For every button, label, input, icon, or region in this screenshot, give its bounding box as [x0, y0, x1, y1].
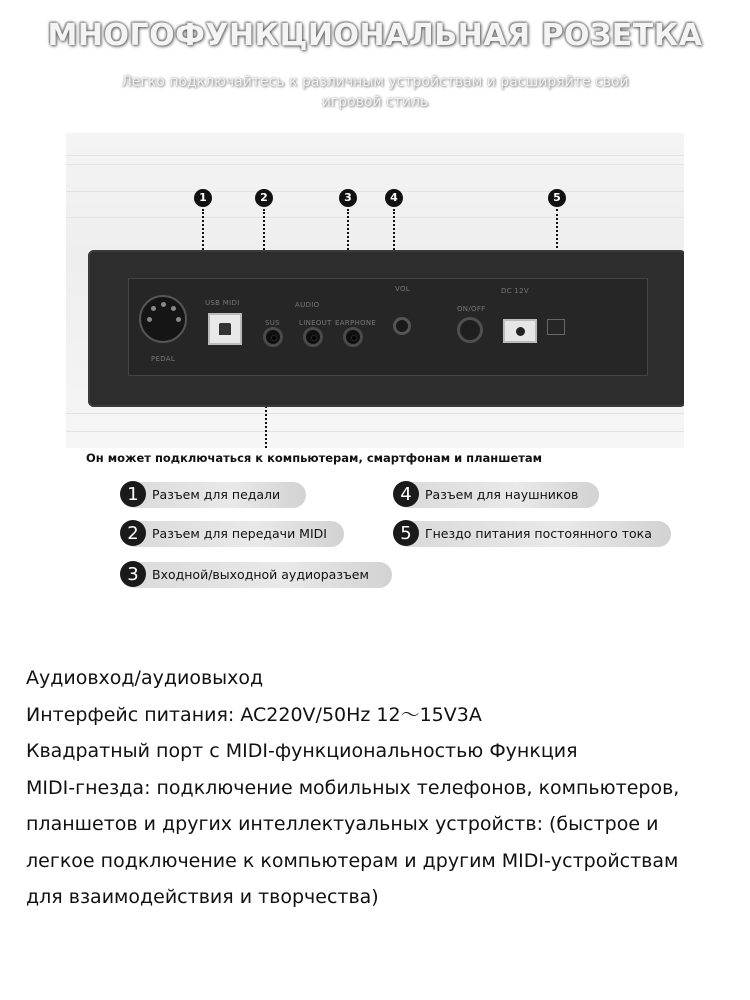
legend-label: Входной/выходной аудиоразъем: [152, 567, 369, 582]
connect-note: Он может подключаться к компьютерам, смартфонам и планшетам: [86, 451, 543, 465]
pedal-din-socket: [139, 295, 187, 343]
description-line: Аудиовход/аудиовыход: [26, 667, 264, 689]
legend-item-earphone: [395, 482, 599, 508]
onoff-label: ON/OFF: [457, 305, 486, 313]
page-title: МНОГОФУНКЦИОНАЛЬНАЯ РОЗЕТКА: [47, 18, 703, 53]
legend-item-audio: [122, 562, 392, 588]
connector-panel: [88, 250, 684, 407]
pedal-label: PEDAL: [151, 355, 176, 363]
description-line: Квадратный порт с MIDI-функциональностью Функция: [26, 740, 578, 762]
marker-4-icon: 4: [385, 189, 403, 207]
legend-item-midi: [122, 521, 344, 547]
legend-label: Гнездо питания постоянного тока: [425, 526, 652, 541]
volume-knob: [393, 317, 411, 335]
legend-item-pedal: [122, 482, 306, 508]
legend-item-dc: [395, 521, 671, 547]
legend-number-3: 3: [120, 561, 146, 587]
legend-number-2: 2: [120, 520, 146, 546]
marker-3-icon: 3: [339, 189, 357, 207]
description-line: планшетов и других интеллектуальных устройств: (быстрое и: [26, 813, 659, 835]
audio-label: AUDIO: [295, 301, 320, 309]
sus-label: SUS: [265, 319, 280, 327]
earphone-jack: [343, 327, 363, 347]
sus-jack: [263, 327, 283, 347]
legend-label: Разъем для педали: [152, 487, 281, 502]
lineout-jack: [303, 327, 323, 347]
dc-label: DC 12V: [501, 287, 529, 295]
description-line: Интерфейс питания: AC220V/50Hz 12～15V3A: [26, 703, 482, 726]
lineout-label: LINEOUT: [299, 319, 332, 327]
marker-1-icon: 1: [194, 189, 212, 207]
usb-midi-port: [208, 313, 242, 345]
legend-label: Разъем для наушников: [425, 487, 579, 502]
vol-label: VOL: [395, 285, 410, 293]
usb-midi-label: USB MIDI: [205, 299, 240, 307]
description-block: [26, 660, 726, 916]
connector-panel-inner: [128, 278, 648, 376]
legend-number-5: 5: [393, 520, 419, 546]
power-switch: [457, 317, 483, 343]
description-line: для взаимодействия и творчества): [26, 886, 379, 908]
dc-power-socket: [503, 319, 537, 343]
earphone-label: EARPHONE: [335, 319, 377, 327]
legend-label: Разъем для передачи MIDI: [152, 526, 327, 541]
polarity-icon: [547, 319, 565, 335]
legend-number-4: 4: [393, 481, 419, 507]
marker-5-icon: 5: [548, 189, 566, 207]
page-subtitle: Легко подключайтесь к различным устройствам и расширяйте свой игровой стиль: [121, 74, 629, 110]
marker-2-icon: 2: [255, 189, 273, 207]
product-photo: [66, 133, 684, 448]
description-line: MIDI-гнезда: подключение мобильных телефонов, компьютеров,: [26, 776, 680, 799]
legend-number-1: 1: [120, 481, 146, 507]
description-line: легкое подключение к компьютерам и другим MIDI-устройствам: [26, 849, 679, 872]
